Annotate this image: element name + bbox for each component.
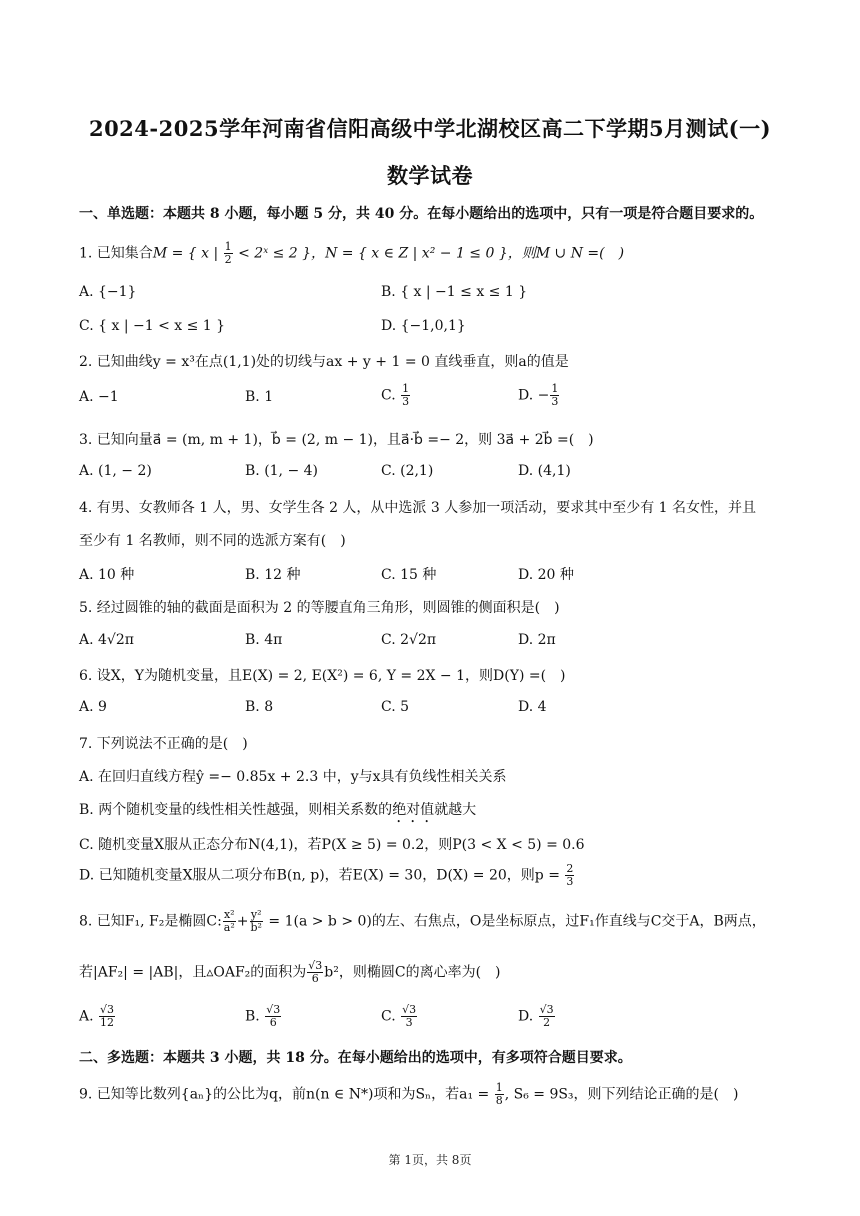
q6-option-c: C. 5 <box>381 699 410 715</box>
q4-option-a: A. 10 种 <box>79 567 135 583</box>
q5-option-b: B. 4π <box>245 632 283 648</box>
q7-b-suffix: 就越大 <box>434 802 477 818</box>
exam-subtitle: 数学试卷 <box>387 163 473 188</box>
q8-c-num: √3 <box>402 1003 417 1016</box>
section-multi-choice-header: 二、多选题：本题共 3 小题，共 18 分。在每小题给出的选项中，有多项符合题目要求。 <box>79 1050 632 1066</box>
q8-b-den: 6 <box>269 1016 277 1029</box>
q4-option-b: B. 12 种 <box>245 567 301 583</box>
q7-b-prefix: B. 两个随机变量的线性相关性越强，则相关系数的 <box>79 802 393 818</box>
q5-option-c: C. 2√2π <box>381 632 437 648</box>
q8-ellipse-y-num: y² <box>250 908 262 921</box>
q8-b-num: √3 <box>266 1003 281 1016</box>
q8-ellipse-y-den: b² <box>250 921 262 934</box>
q8-stem-prefix: 8. 已知F₁, F₂是椭圆C: <box>79 913 222 930</box>
q1-stem-prefix: 1. 已知集合 <box>79 245 153 262</box>
q6-option-a: A. 9 <box>79 699 107 715</box>
q2-option-d <box>518 383 560 408</box>
q1-frac-den: 2 <box>224 253 232 266</box>
q4-option-d: D. 20 种 <box>518 567 574 583</box>
q7-option-b <box>79 799 476 826</box>
q2-d-num: 1 <box>551 382 559 395</box>
q2-option-b: B. 1 <box>245 389 274 405</box>
q2-c-den: 3 <box>402 395 410 408</box>
q8-c-label: C. <box>381 1008 401 1025</box>
q8-a-num: √3 <box>100 1003 115 1016</box>
q8-area-den: 6 <box>311 972 319 985</box>
q8-stem-mid: = 1(a > b > 0)的左、右焦点，O是坐标原点，过F₁作直线与C交于A，B两点， <box>263 913 766 930</box>
q8-option-d <box>518 1004 556 1029</box>
q9-a1-den: 8 <box>495 1094 503 1107</box>
q8-a-label: A. <box>79 1008 99 1025</box>
question-2: 2. 已知曲线y = x³在点(1,1)处的切线与ax + y + 1 = 0 直线垂直，则a的值是 <box>79 354 569 370</box>
question-8-line-2 <box>79 960 501 985</box>
q8-c-den: 3 <box>405 1016 413 1029</box>
q2-d-den: 3 <box>551 395 559 408</box>
q2-option-c <box>381 383 411 408</box>
question-1 <box>79 241 624 266</box>
exam-title: 2024-2025学年河南省信阳高级中学北湖校区高二下学期5月测试(一) <box>88 116 772 141</box>
q3-option-c: C. (2,1) <box>381 463 434 479</box>
section-single-choice-header: 一、单选题：本题共 8 小题，每小题 5 分，共 40 分。在每小题给出的选项中，只有一项是符合题目要求的。 <box>79 206 764 222</box>
q5-option-d: D. 2π <box>518 632 556 648</box>
q9-a1-num: 1 <box>495 1081 503 1094</box>
question-4-line-1: 4. 有男、女教师各 1 人，男、女学生各 2 人，从中选派 3 人参加一项活动，要求其中至少有 1 名女性，并且 <box>79 500 757 516</box>
q1-set-n: N = { x ∈ Z | x² − 1 ≤ 0 }，则M ∪ N =( ) <box>325 245 625 262</box>
page-footer: 第 1页，共 8页 <box>388 1153 472 1167</box>
q8-ellipse-x-den: a² <box>223 921 235 934</box>
q1-fraction <box>224 241 233 266</box>
q7-d-prefix: D. 已知随机变量X服从二项分布B(n, p)，若E(X) = 30，D(X) = 20，则p = <box>79 867 565 884</box>
q8-option-b <box>245 1004 282 1029</box>
q8-line2-prefix: 若|AF₂| = |AB|，且▵OAF₂的面积为 <box>79 964 307 981</box>
question-3: 3. 已知向量a⃗ = (m, m + 1)，b⃗ = (2, m − 1)，且a⃗·b⃗ =− 2，则 3a⃗ + 2b⃗ =( ) <box>79 432 594 448</box>
q3-option-a: A. (1, − 2) <box>79 463 152 479</box>
q8-d-label: D. <box>518 1008 538 1025</box>
q8-option-c <box>381 1004 418 1029</box>
q8-option-a <box>79 1004 116 1029</box>
q6-option-d: D. 4 <box>518 699 547 715</box>
q8-ellipse-x-num: x² <box>223 908 235 921</box>
q8-b-label: B. <box>245 1008 265 1025</box>
question-4-line-2: 至少有 1 名教师，则不同的选派方案有( ) <box>79 533 346 549</box>
q7-option-d <box>79 863 575 888</box>
question-9 <box>79 1082 738 1107</box>
q1-option-d: D. {−1,0,1} <box>381 318 466 334</box>
q2-option-c-label: C. <box>381 387 401 404</box>
question-8-line-1: 8. 已知F₁, F₂是椭圆C: $\frac{\text{x²}}{\text{a²}}$ + $\frac{\text{y²}}{\text{b²}}$ = 1(a > b > 0)的左、右焦点，O是坐标原点，过F₁作直线与C交于A，B两点， <box>79 908 766 934</box>
q4-option-c: C. 15 种 <box>381 567 437 583</box>
q1-option-a: A. {−1} <box>79 284 137 300</box>
q7-b-emphasis: 绝对值 <box>392 802 435 818</box>
q1-option-b: B. { x | −1 ≤ x ≤ 1 } <box>381 284 528 300</box>
q7-option-c: C. 随机变量X服从正态分布N(4,1)，若P(X ≥ 5) = 0.2，则P(3 < X < 5) = 0.6 <box>79 837 585 853</box>
q8-area-num: √3 <box>308 959 323 972</box>
q5-option-a: A. 4√2π <box>79 632 134 648</box>
question-7: 7. 下列说法不正确的是( ) <box>79 736 248 752</box>
q2-option-d-label: D. − <box>518 387 550 404</box>
question-6: 6. 设X，Y为随机变量，且E(X) = 2, E(X²) = 6, Y = 2X − 1，则D(Y) =( ) <box>79 668 566 684</box>
q9-stem-prefix: 9. 已知等比数列{aₙ}的公比为q，前n(n ∈ N*)项和为Sₙ，若a₁ = <box>79 1086 494 1103</box>
q8-d-den: 2 <box>543 1016 551 1029</box>
q1-set-m-tail: < 2ˣ ≤ 2 }， <box>233 245 326 262</box>
question-5: 5. 经过圆锥的轴的截面是面积为 2 的等腰直角三角形，则圆锥的侧面积是( ) <box>79 600 560 616</box>
q1-option-c: C. { x | −1 < x ≤ 1 } <box>79 318 226 334</box>
q2-c-num: 1 <box>402 382 410 395</box>
q7-option-a: A. 在回归直线方程ŷ =− 0.85x + 2.3 中，y与x具有负线性相关关系 <box>79 769 507 785</box>
q7-d-num: 2 <box>566 862 574 875</box>
q8-d-num: √3 <box>539 1003 554 1016</box>
q2-option-a: A. −1 <box>79 389 119 405</box>
q6-option-b: B. 8 <box>245 699 274 715</box>
q1-frac-num: 1 <box>224 240 232 253</box>
q7-d-den: 3 <box>566 875 574 888</box>
q8-a-den: 12 <box>100 1016 115 1029</box>
q3-option-b: B. (1, − 4) <box>245 463 319 479</box>
q9-stem-suffix: , S₆ = 9S₃，则下列结论正确的是( ) <box>504 1086 739 1103</box>
q1-set-m: M = { x | <box>152 245 223 262</box>
q8-line2-suffix: b²，则椭圆C的离心率为( ) <box>324 964 501 981</box>
q3-option-d: D. (4,1) <box>518 463 571 479</box>
